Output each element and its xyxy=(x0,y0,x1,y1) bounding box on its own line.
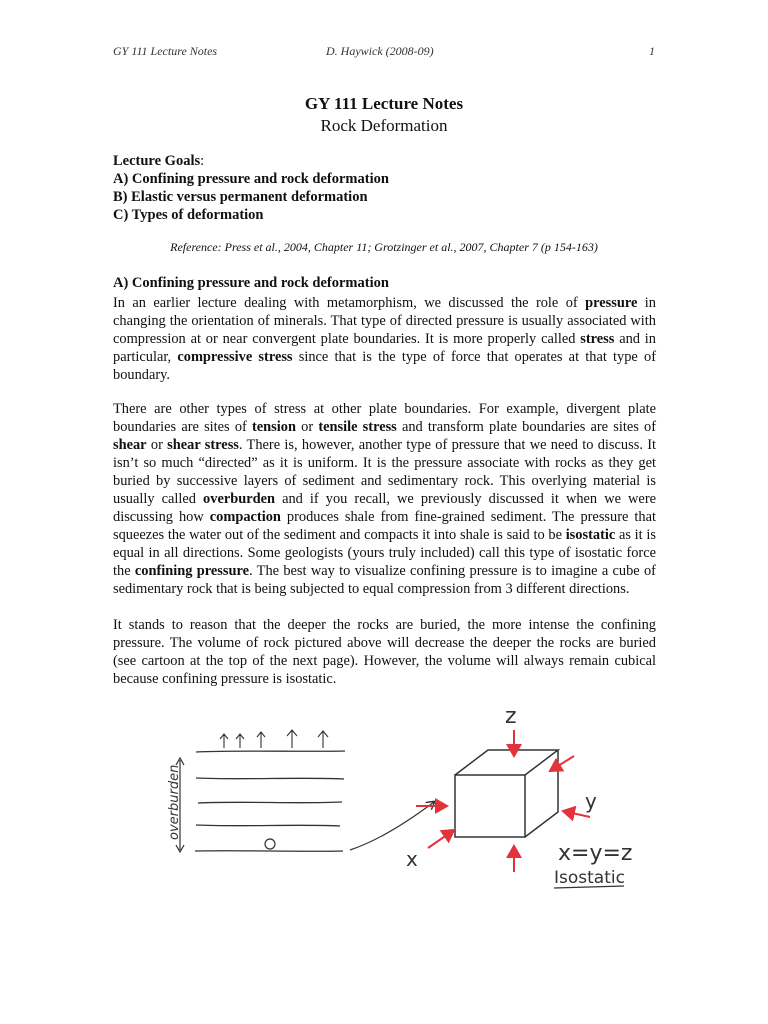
paragraph-3: It stands to reason that the deeper the rocks are buried, the more intense the confining pressure. The volume of rock pictured above will decrease the deeper the rocks are buried (see cartoon at the top of the next page). However, the volume will always remain cubical because confining pressure is isostatic. xyxy=(113,617,656,687)
equation-label: x=y=z xyxy=(558,841,633,866)
overburden-label: overburden xyxy=(167,764,182,840)
upward-arrows xyxy=(220,730,328,748)
header-page-number: 1 xyxy=(649,44,655,58)
goal-item: A) Confining pressure and rock deformation xyxy=(113,171,389,187)
isostatic-caption: Isostatic xyxy=(554,868,625,888)
sediment-layers xyxy=(195,751,345,851)
axis-label-x: x xyxy=(406,847,418,871)
paragraph-1: In an earlier lecture dealing with metamorphism, we discussed the role of pressure in changing the orientation of minerals. That type of directed pressure is usually associated with compression at or near convergent plate boundaries. It is more properly called stress and in particular, compressive stress since that is the type of force that operates at that type of boundary. xyxy=(113,295,657,383)
page-subtitle: Rock Deformation xyxy=(320,116,448,135)
goal-item: B) Elastic versus permanent deformation xyxy=(113,189,368,205)
axis-label-z: z xyxy=(505,704,517,729)
header-author: D. Haywick (2008-09) xyxy=(326,44,434,58)
paragraph-2: There are other types of stress at other plate boundaries. For example, divergent plate boundaries are sites of tension or tensile stress and transform plate boundaries are sites of shear or shear stress. There is, however, another type of pressure that we need to discuss. It isn’t so much “directed” as it is uniform. It is the pressure associate with rocks as they get buried by successive layers of sediment and sedimentary rock. This overlying material is usually called overburden and if you recall, we previously discussed it when we were discussing how compaction produces shale from fine-grained sediment. The pressure that squeezes the water out of the sediment and compacts it into shale is said to be isostatic as it is equal in all directions. Some geologists (yours truly included) call this type of isostatic force the confining pressure. The best way to visualize confining pressure is to imagine a cube of sedimentary rock that is being subjected to equal compression from 3 different directions. xyxy=(113,401,657,597)
section-heading: A) Confining pressure and rock deformation xyxy=(113,275,389,291)
lecture-goals xyxy=(113,152,658,224)
sketch-figure xyxy=(0,690,768,890)
goals-label: Lecture Goals: xyxy=(113,153,205,169)
axis-label-y: y xyxy=(585,789,597,813)
goal-item: C) Types of deformation xyxy=(113,207,264,223)
reference-line: Reference: Press et al., 2004, Chapter 11; Grotzinger et al., 2007, Chapter 7 (p 154-163) xyxy=(170,240,598,254)
pointer-arrow xyxy=(350,802,434,850)
page-title: GY 111 Lecture Notes xyxy=(304,94,464,113)
header-course: GY 111 Lecture Notes xyxy=(113,44,218,58)
rock-cube xyxy=(455,750,558,837)
rock-sample-circle xyxy=(265,839,275,849)
